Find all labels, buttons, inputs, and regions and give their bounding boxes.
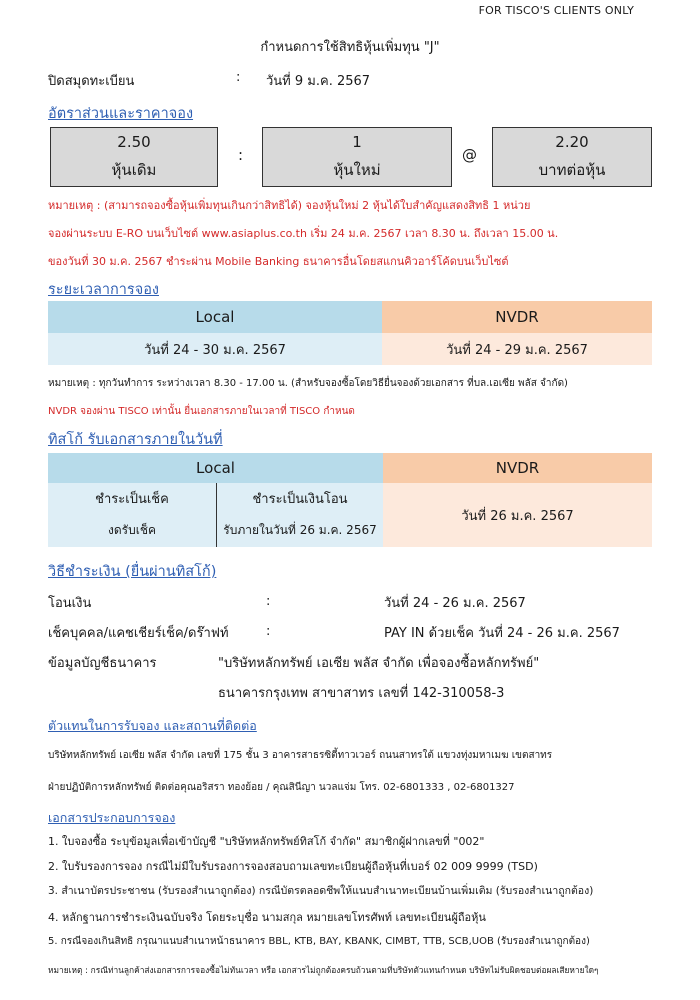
- ratio-heading: อัตราส่วนและราคาจอง: [48, 106, 194, 122]
- price-label: บาทต่อหุ้น: [538, 161, 606, 179]
- deadline-local-header: Local: [48, 453, 383, 483]
- cheque-label: ชำระเป็นเช็ค: [48, 483, 217, 513]
- ratio-at-sign: @: [462, 146, 477, 164]
- price-value: 2.20: [555, 133, 589, 151]
- price-box: [492, 127, 652, 187]
- transfer-value: รับภายในวันที่ 26 ม.ค. 2567: [217, 513, 384, 547]
- agent-address: บริษัทหลักทรัพย์ เอเซีย พลัส จำกัด เลขที่ 175 ชั้น 3 อาคารสาธรซิตี้ทาวเวอร์ ถนนสาทรใต้ แขวงทุ่งมหาเมฆ เขตสาทร: [48, 750, 553, 761]
- document-item: 3. สำเนาบัตรประชาชน (รับรองสำเนาถูกต้อง) กรณีบัตรตลอดชีพให้แนบสำเนาทะเบียนบ้านเพิ่มเติม (รับรองสำเนาถูกต้อง): [48, 885, 594, 897]
- payment-cheque-value: PAY IN ด้วยเช็ค วันที่ 24 - 26 ม.ค. 2567: [384, 626, 620, 641]
- clients-only-note: FOR TISCO'S CLIENTS ONLY: [478, 4, 634, 17]
- ratio-remark-3: ของวันที่ 30 ม.ค. 2567 ชำระผ่าน Mobile Banking ธนาคารอื่นโดยสแกนคิวอาร์โค้ดบนเว็บไซต์: [48, 255, 509, 268]
- ratio-colon: :: [238, 146, 244, 164]
- nvdr-note: NVDR จองผ่าน TISCO เท่านั้น ยื่นเอกสารภายในเวลาที่ TISCO กำหนด: [48, 406, 355, 417]
- ratio-remark-1: หมายเหตุ : (สามารถจองซื้อหุ้นเพิ่มทุนเกินกว่าสิทธิได้) จองหุ้นใหม่ 2 หุ้นได้ใบสำคัญแสดงสิทธิ 1 หน่วย: [48, 199, 531, 212]
- book-closing-label: ปิดสมุดทะเบียน: [48, 74, 135, 89]
- document-deadline-table: [48, 453, 652, 547]
- transfer-label: ชำระเป็นเงินโอน: [217, 483, 384, 513]
- document-item: 4. หลักฐานการชำระเงินฉบับจริง โดยระบุชื่อ นามสกุล หมายเลขโทรศัพท์ เลขทะเบียนผู้ถือหุ้น: [48, 911, 486, 924]
- agent-heading: ตัวแทนในการรับจอง และสถานที่ติดต่อ: [48, 718, 257, 733]
- agent-contact: ฝ่ายปฏิบัติการหลักทรัพย์ ติดต่อคุณอริสรา ทองย้อย / คุณสินีญา นวลแจ่ม โทร. 02-6801333 , 02-6801327: [48, 782, 515, 793]
- new-shares-box: [262, 127, 452, 187]
- old-shares-box: [50, 127, 218, 187]
- payment-transfer-label: โอนเงิน: [48, 596, 92, 611]
- subscription-period-table: [48, 301, 652, 365]
- period-nvdr-date: วันที่ 24 - 29 ม.ค. 2567: [382, 333, 652, 365]
- document-item: 5. กรณีจองเกินสิทธิ กรุณาแนบสำเนาหน้าธนาคาร BBL, KTB, BAY, KBANK, CIMBT, TTB, SCB,UOB (รับรองสำเนาถูกต้อง): [48, 936, 590, 947]
- old-shares-label: หุ้นเดิม: [111, 161, 157, 179]
- cheque-value: งดรับเช็ค: [48, 513, 217, 547]
- deadline-nvdr-date: วันที่ 26 ม.ค. 2567: [383, 483, 652, 547]
- ratio-remark-2: จองผ่านระบบ E-RO บนเว็บไซต์ www.asiaplus.co.th เริ่ม 24 ม.ค. 2567 เวลา 8.30 น. ถึงเวลา 15.00 น.: [48, 227, 559, 240]
- documents-heading: เอกสารประกอบการจอง: [48, 810, 176, 825]
- payment-cheque-label: เช็คบุคคล/แคชเชียร์เช็ค/ดร๊าฟท์: [48, 626, 229, 641]
- deadline-nvdr-header: NVDR: [383, 453, 652, 483]
- book-closing-date: วันที่ 9 ม.ค. 2567: [266, 74, 371, 89]
- payment-transfer-value: วันที่ 24 - 26 ม.ค. 2567: [384, 596, 526, 611]
- page-title: กำหนดการใช้สิทธิหุ้นเพิ่มทุน "J": [260, 40, 440, 55]
- period-local-header: Local: [48, 301, 382, 333]
- payment-heading: วิธีชำระเงิน (ยื่นผ่านทิสโก้): [48, 564, 217, 580]
- document-item: 2. ใบรับรองการจอง กรณีไม่มีใบรับรองการจองสอบถามเลขทะเบียนผู้ถือหุ้นที่เบอร์ 02 009 9999 (TSD): [48, 860, 538, 873]
- period-local-date: วันที่ 24 - 30 ม.ค. 2567: [48, 333, 382, 365]
- bank-info-label: ข้อมูลบัญชีธนาคาร: [48, 656, 157, 671]
- old-shares-value: 2.50: [117, 133, 151, 151]
- period-nvdr-header: NVDR: [382, 301, 652, 333]
- period-note: หมายเหตุ : ทุกวันทำการ ระหว่างเวลา 8.30 - 17.00 น. (สำหรับจองซื้อโดยวิธียื่นจองด้วยเอกสาร ที่บล.เอเซีย พลัส จำกัด): [48, 378, 568, 389]
- new-shares-value: 1: [352, 133, 362, 151]
- document-deadline-heading: ทิสโก้ รับเอกสารภายในวันที่: [48, 432, 223, 448]
- book-closing-colon: :: [236, 70, 241, 85]
- document-item: 1. ใบจองซื้อ ระบุข้อมูลเพื่อเข้าบัญชี "บริษัทหลักทรัพย์ทิสโก้ จำกัด" สมาชิกผู้ฝากเลขที่ "002": [48, 835, 485, 848]
- payment-cheque-colon: :: [266, 624, 271, 639]
- new-shares-label: หุ้นใหม่: [333, 161, 381, 179]
- subscription-period-heading: ระยะเวลาการจอง: [48, 282, 159, 298]
- payment-transfer-colon: :: [266, 594, 271, 609]
- documents-footnote: หมายเหตุ : กรณีท่านลูกค้าส่งเอกสารการจองซื้อไม่ทันเวลา หรือ เอกสารไม่ถูกต้องครบถ้วนตามที่บริษัทตัวแทนกำหนด บริษัทไม่รับผิดชอบต่อผลเสียหายใดๆ: [48, 965, 599, 975]
- bank-account-number: ธนาคารกรุงเทพ สาขาสาทร เลขที่ 142-310058-3: [218, 686, 505, 701]
- bank-account-name: "บริษัทหลักทรัพย์ เอเซีย พลัส จำกัด เพื่อจองซื้อหลักทรัพย์": [218, 656, 540, 671]
